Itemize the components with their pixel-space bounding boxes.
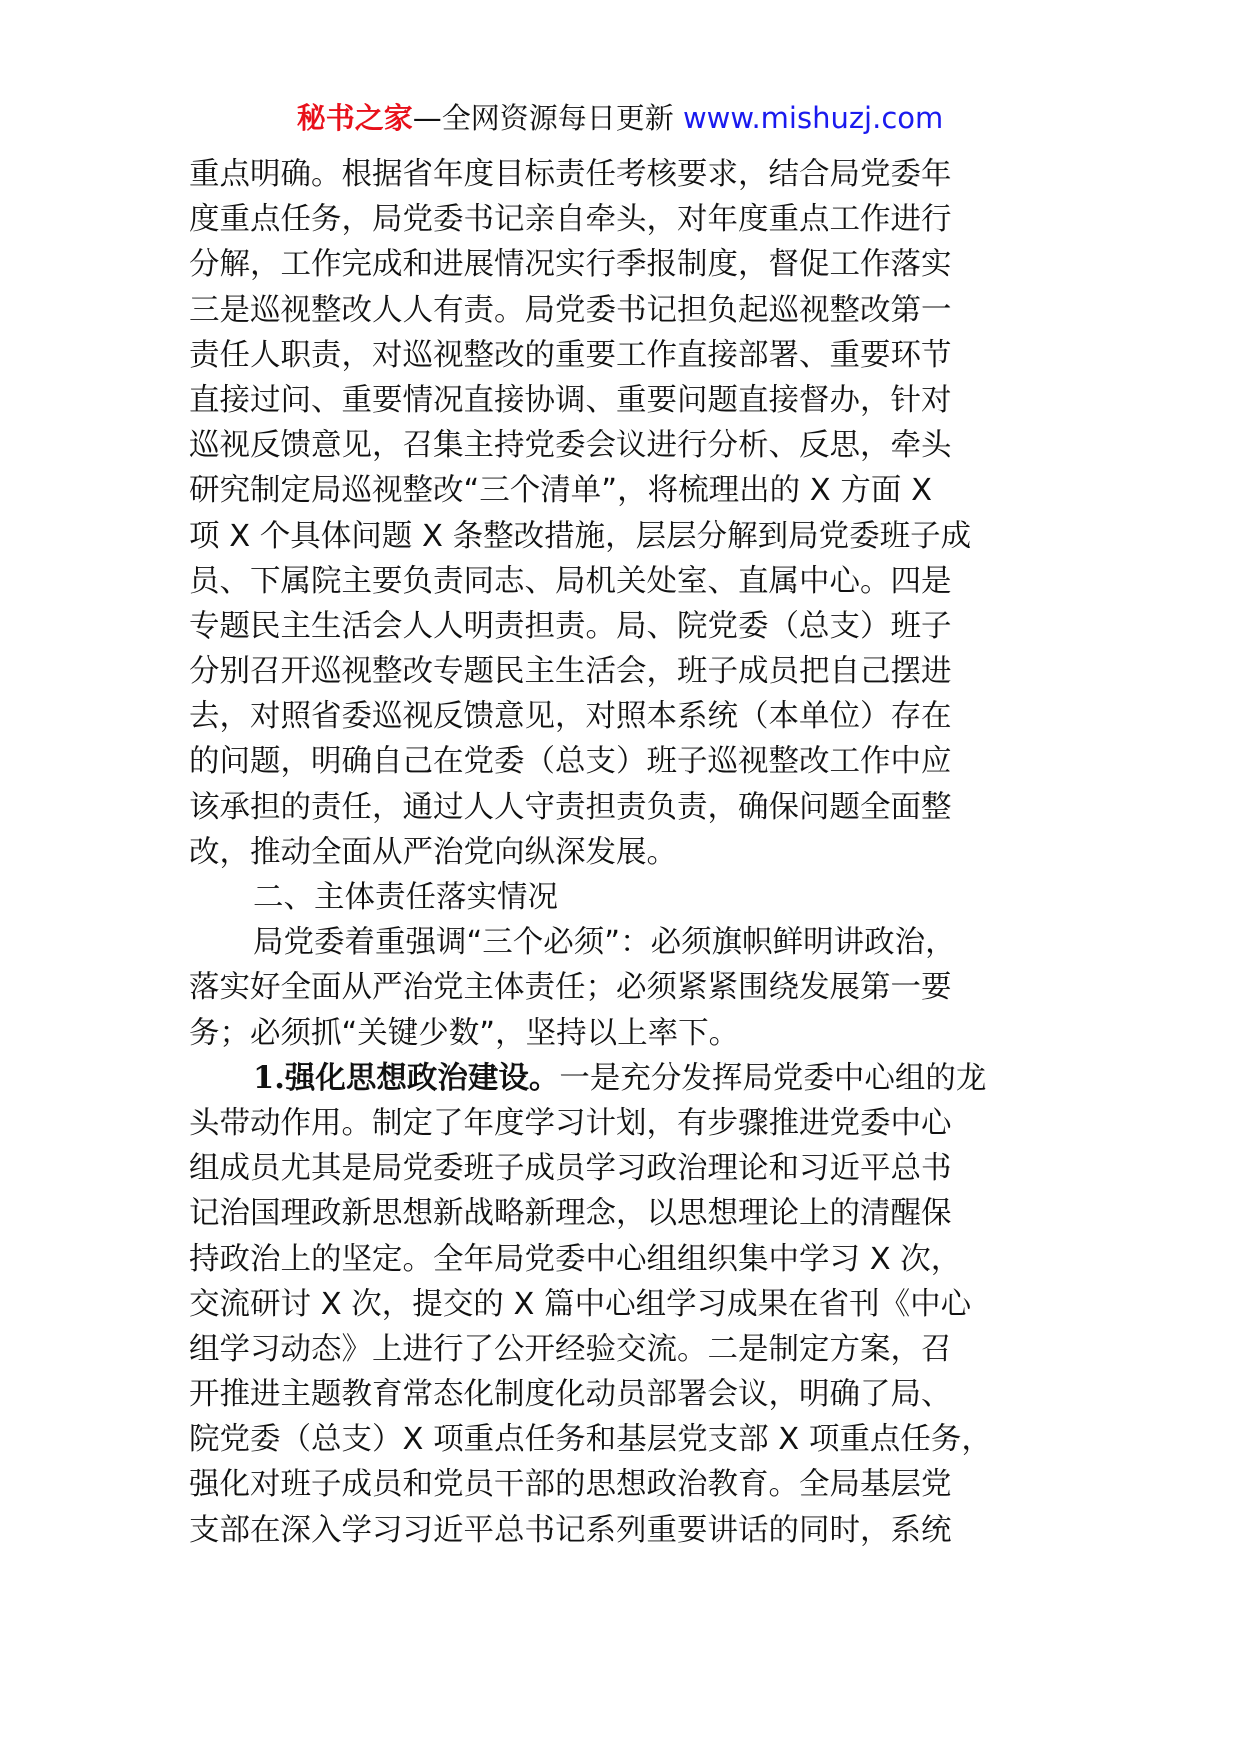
subsection-first-line [189, 1056, 1069, 1101]
text-line: 去，对照省委巡视反馈意见，对照本系统（本单位）存在 [189, 699, 952, 735]
site-url-link[interactable]: www.mishuzj.com [682, 101, 944, 135]
text-line: 专题民主生活会人人明责担责。局、院党委（总支）班子 [189, 608, 952, 644]
text-line: 强化对班子成员和党员干部的思想政治教育。全局基层党 [189, 1467, 952, 1503]
text-line: 巡视反馈意见，召集主持党委会议进行分析、反思，牵头 [189, 428, 952, 464]
text-line: 组学习动态》上进行了公开经验交流。二是制定方案，召 [189, 1331, 952, 1367]
text-line: 支部在深入学习习近平总书记系列重要讲话的同时，系统 [189, 1512, 952, 1548]
text-line: 交流研讨 X 次，提交的 X 篇中心组学习成果在省刊《中心 [189, 1286, 972, 1322]
text-fragment: 一是充分发挥局党委中心组的龙 [559, 1060, 987, 1096]
text-line: 员、下属院主要负责同志、局机关处室、直属中心。四是 [189, 563, 952, 599]
text-line: 组成员尤其是局党委班子成员学习政治理论和习近平总书 [189, 1151, 952, 1187]
brand-name: 秘书之家 [296, 101, 413, 135]
text-line: 头带动作用。制定了年度学习计划，有步骤推进党委中心 [189, 1105, 952, 1141]
text-line: 责任人职责，对巡视整改的重要工作直接部署、重要环节 [189, 337, 952, 373]
text-line: 项 X 个具体问题 X 条整改措施，层层分解到局党委班子成 [189, 518, 972, 554]
text-line: 记治国理政新思想新战略新理念，以思想理论上的清醒保 [189, 1196, 952, 1232]
document-body [189, 152, 1069, 1553]
text-line: 局党委着重强调“三个必须”：必须旗帜鲜明讲政治， [253, 925, 956, 961]
text-line: 的问题，明确自己在党委（总支）班子巡视整改工作中应 [189, 744, 952, 780]
section-heading: 二、主体责任落实情况 [253, 880, 558, 915]
header-slogan: —全网资源每日更新 [412, 101, 674, 135]
text-line: 三是巡视整改人人有责。局党委书记担负起巡视整改第一 [189, 292, 952, 328]
text-line: 分解，工作完成和进展情况实行季报制度，督促工作落实 [189, 247, 952, 283]
text-line: 研究制定局巡视整改“三个清单”，将梳理出的 X 方面 X [189, 473, 932, 509]
text-line: 该承担的责任，通过人人守责担责负责，确保问题全面整 [189, 789, 952, 825]
text-line: 改，推动全面从严治党向纵深发展。 [189, 834, 677, 870]
subsection-heading: 1.强化思想政治建设。 [253, 1059, 560, 1096]
text-line: 院党委（总支）X 项重点任务和基层党支部 X 项重点任务， [189, 1422, 992, 1458]
text-line: 重点明确。根据省年度目标责任考核要求，结合局党委年 [189, 157, 952, 192]
page-header [0, 98, 1240, 138]
text-line: 直接过问、重要情况直接协调、重要问题直接督办，针对 [189, 382, 952, 418]
text-line: 落实好全面从严治党主体责任；必须紧紧围绕发展第一要 [189, 970, 952, 1006]
text-line: 持政治上的坚定。全年局党委中心组组织集中学习 X 次， [189, 1241, 962, 1277]
text-line: 务；必须抓“关键少数”，坚持以上率下。 [189, 1015, 740, 1051]
text-line: 开推进主题教育常态化制度化动员部署会议，明确了局、 [189, 1377, 952, 1413]
text-line: 分别召开巡视整改专题民主生活会，班子成员把自己摆进 [189, 654, 952, 690]
text-line: 度重点任务，局党委书记亲自牵头，对年度重点工作进行 [189, 202, 952, 238]
